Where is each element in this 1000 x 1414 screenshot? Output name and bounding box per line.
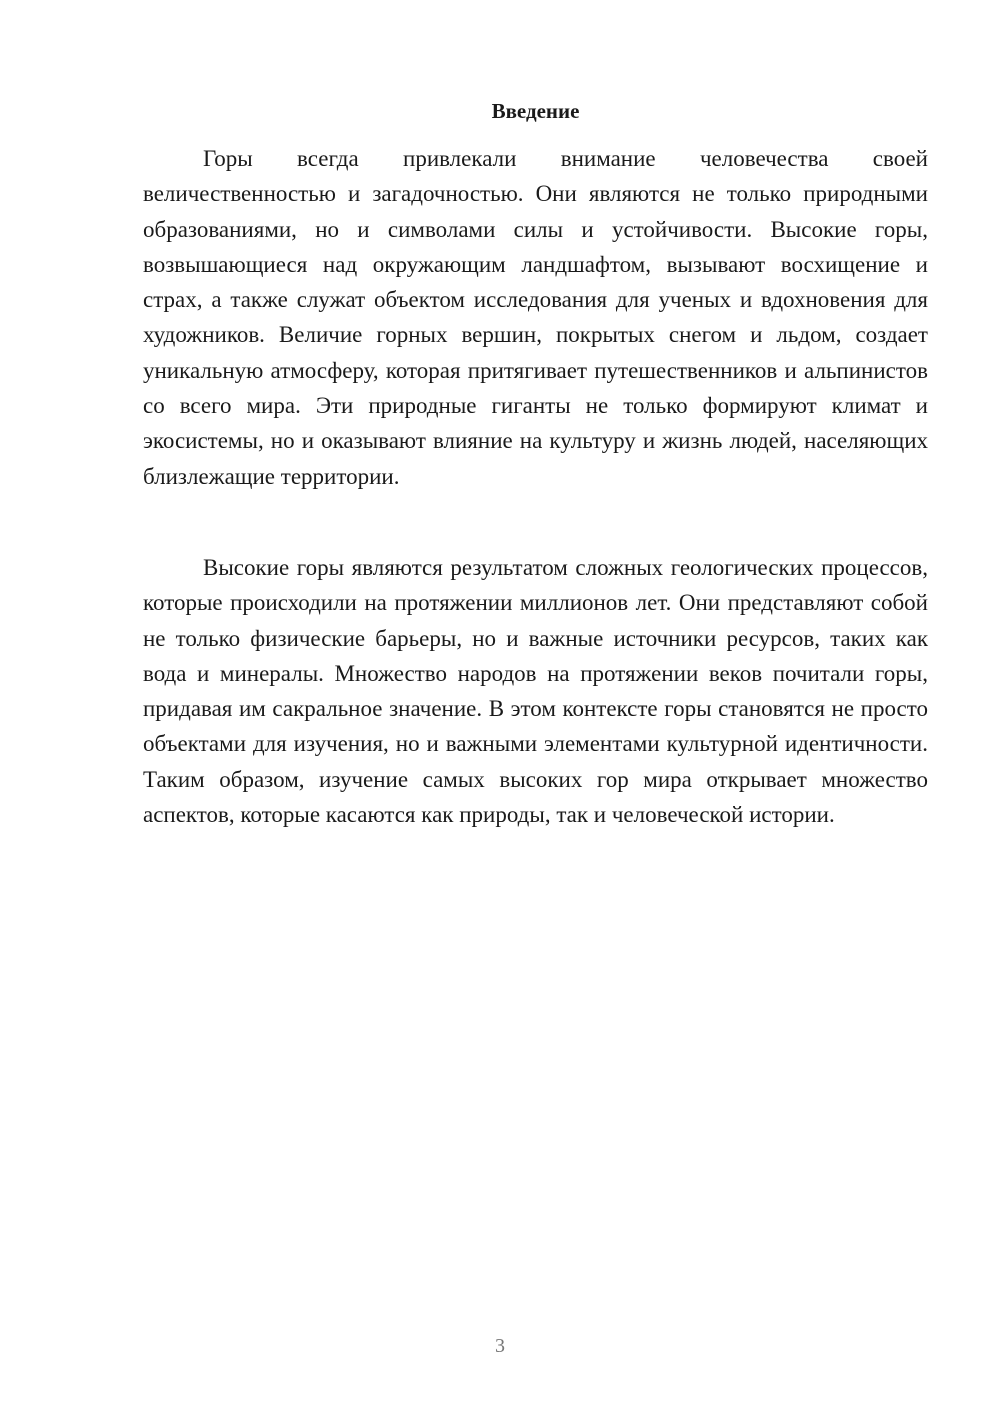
paragraph-2: Высокие горы являются результатом сложных геологических процессов, которые происходили на протяжении миллионов лет. Они представляют собой не только физические барьеры, но и важные источники ресурсов, таких как вода и минералы. Множество народов на протяжении веков почитали горы, придавая им сакральное значение. В этом контексте горы становятся не просто объектами для изучения, но и важными элементами культурной идентичности. Таким образом, изучение самых высоких гор мира открывает множество аспектов, которые касаются как природы, так и человеческой истории.	[143, 555, 928, 828]
page-number: 3	[495, 1335, 505, 1357]
paragraph-1: Горы всегда привлекали внимание человечества своей величественностью и загадочностью. Они являются не только природными образованиями, но и символами силы и устойчивости. Высокие горы, возвышающиеся над окружающим ландшафтом, вызывают восхищение и страх, а также служат объектом исследования для ученых и вдохновения для художников. Величие горных вершин, покрытых снегом и льдом, создает уникальную атмосферу, которая притягивает путешественников и альпинистов со всего мира. Эти природные гиганты не только формируют климат и экосистемы, но и оказывают влияние на культуру и жизнь людей, населяющих близлежащие территории.	[143, 146, 928, 489]
section-heading: Введение	[491, 99, 580, 123]
